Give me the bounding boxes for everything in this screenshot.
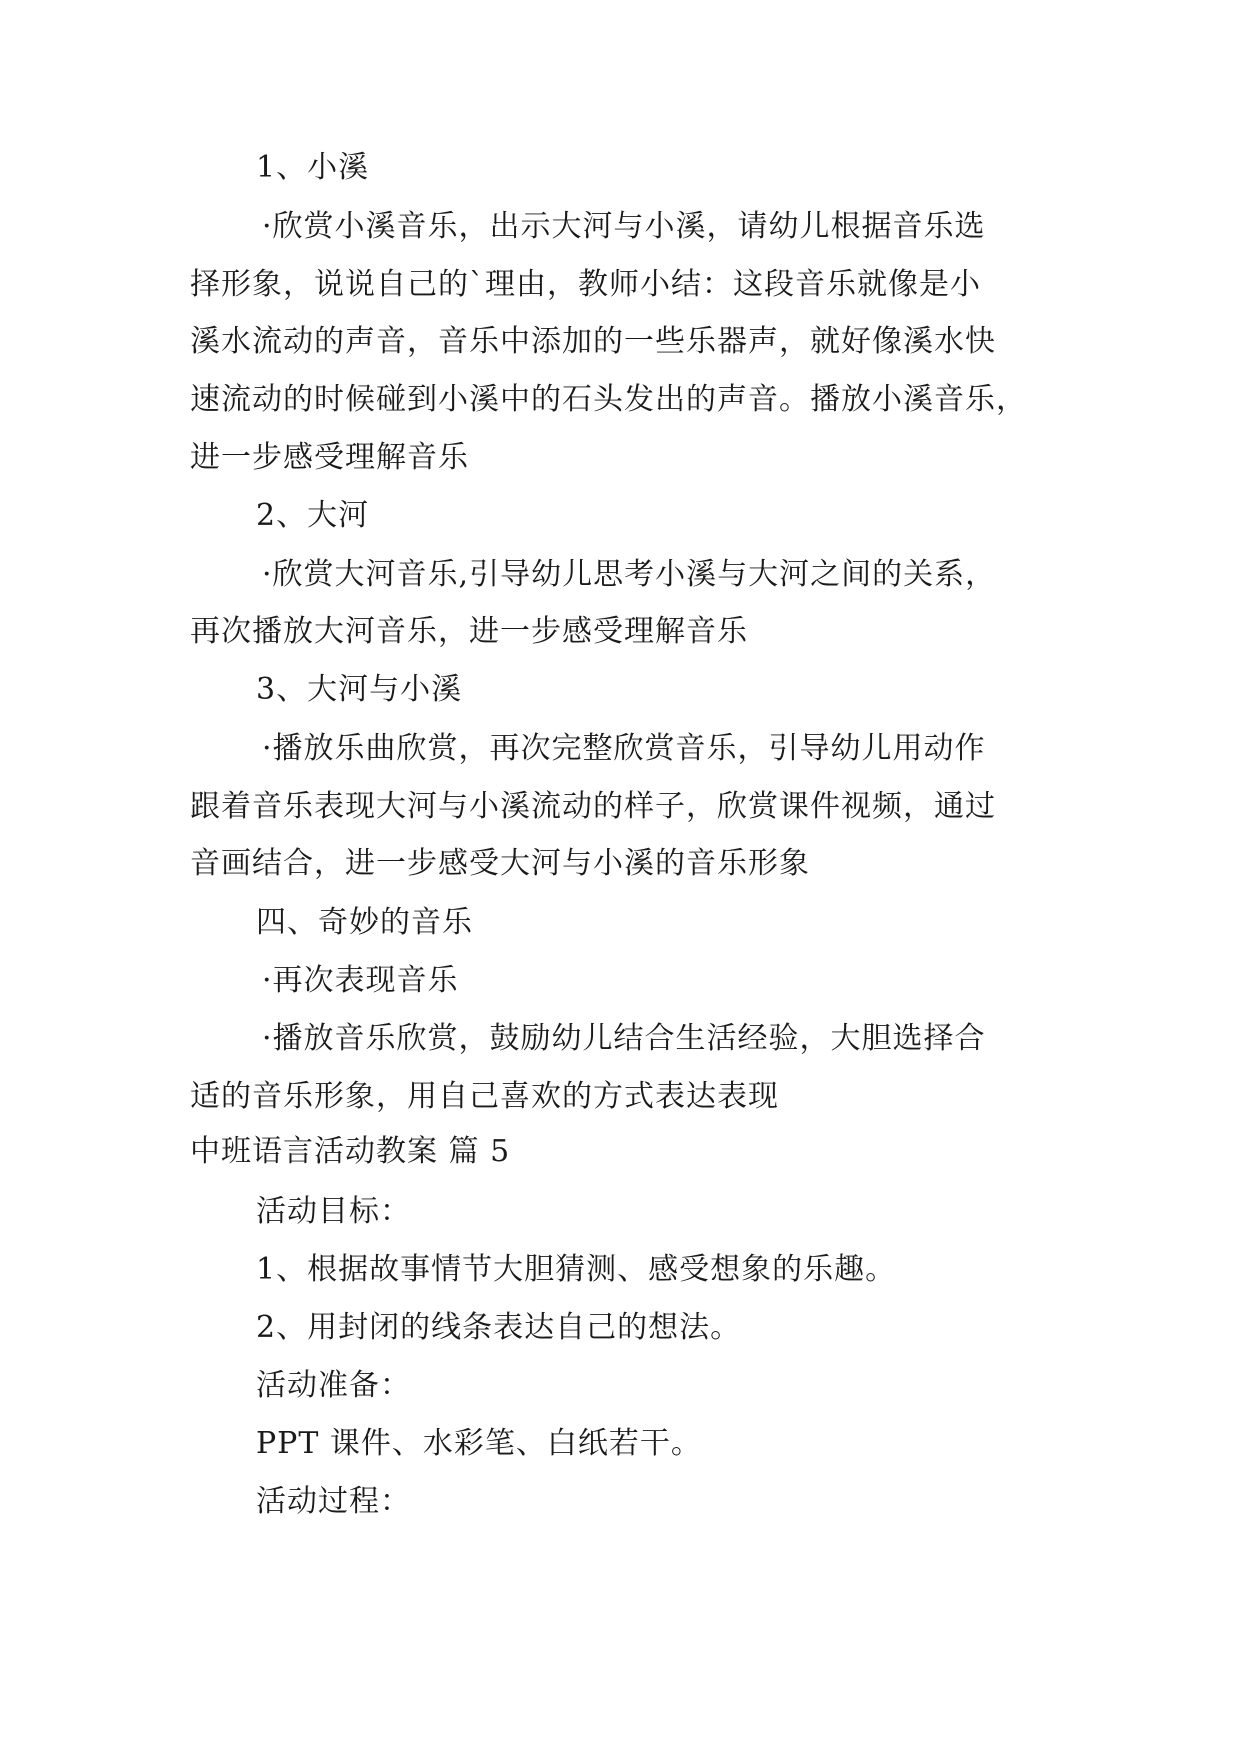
section2-heading: 2、大河: [256, 498, 370, 533]
section3-para-line: ·播放乐曲欣赏，再次完整欣赏音乐，引导幼儿用动作: [262, 731, 986, 766]
goals-label: 活动目标：: [256, 1194, 411, 1229]
section3-para-line: 跟着音乐表现大河与小溪流动的样子，欣赏课件视频，通过: [190, 789, 996, 824]
section4-bullet: ·再次表现音乐: [262, 963, 459, 998]
section1-para-line: ·欣赏小溪音乐，出示大河与小溪，请幼儿根据音乐选: [262, 209, 986, 244]
section4-para-line: ·播放音乐欣赏，鼓励幼儿结合生活经验，大胆选择合: [262, 1021, 986, 1056]
section3-heading: 3、大河与小溪: [256, 672, 463, 707]
section1-heading: 1、小溪: [256, 150, 370, 185]
section1-para-line: 择形象，说说自己的`理由，教师小结：这段音乐就像是小: [190, 267, 981, 302]
section1-para-line: 速流动的时候碰到小溪中的石头发出的声音。播放小溪音乐，: [190, 382, 1027, 417]
process-label: 活动过程：: [256, 1484, 411, 1519]
section1-para-line: 进一步感受理解音乐: [190, 440, 469, 475]
prep-label: 活动准备：: [256, 1368, 411, 1403]
section3-para-line: 音画结合，进一步感受大河与小溪的音乐形象: [190, 846, 810, 881]
lesson-title: 中班语言活动教案 篇 5: [190, 1134, 511, 1169]
goal-item: 2、用封闭的线条表达自己的想法。: [256, 1310, 742, 1345]
section4-heading: 四、奇妙的音乐: [256, 905, 473, 940]
prep-text: PPT 课件、水彩笔、白纸若干。: [256, 1426, 702, 1461]
section2-para-line: ·欣赏大河音乐,引导幼儿思考小溪与大河之间的关系，: [262, 557, 997, 592]
section4-para-line: 适的音乐形象，用自己喜欢的方式表达表现: [190, 1079, 779, 1114]
goal-item: 1、根据故事情节大胆猜测、感受想象的乐趣。: [256, 1252, 897, 1287]
section1-para-line: 溪水流动的声音，音乐中添加的一些乐器声，就好像溪水快: [190, 324, 996, 359]
section2-para-line: 再次播放大河音乐，进一步感受理解音乐: [190, 614, 748, 649]
